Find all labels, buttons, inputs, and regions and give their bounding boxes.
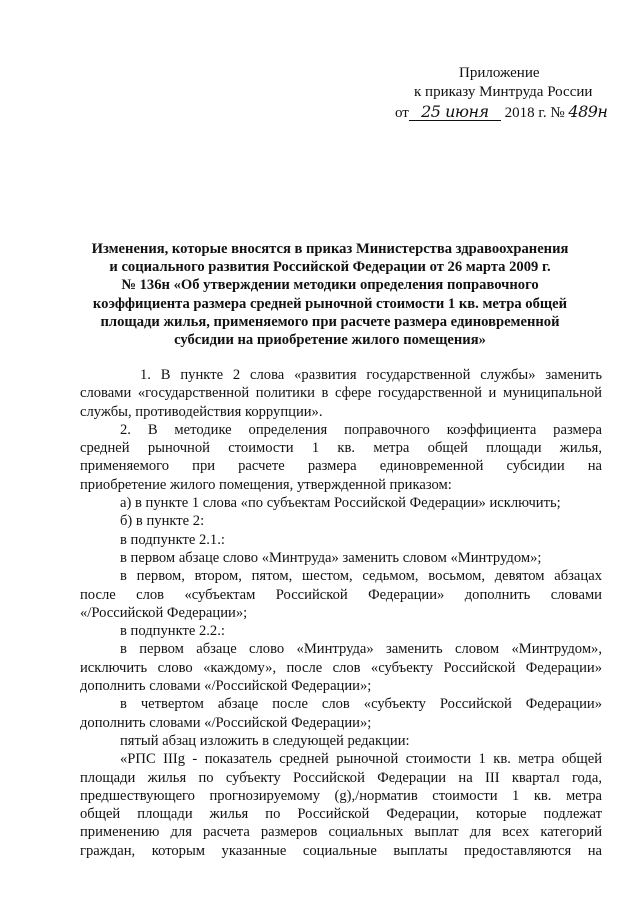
- body-line: дополнить словами «/Российской Федерации»;: [80, 714, 372, 731]
- body-line: а) в пункте 1 слова «по субъектам Российской Федерации» исключить;: [120, 495, 561, 512]
- body-line: б) в пункте 2:: [120, 513, 205, 530]
- body-line: применяемого при расчете размера единовременной субсидии на: [80, 458, 602, 475]
- body-line: в четвертом абзаце после слов «субъекту Российской Федерации»: [120, 696, 602, 713]
- body-line: в подпункте 2.2.:: [120, 623, 225, 640]
- handwritten-order-number: 489н: [568, 102, 608, 121]
- appendix-date-line: [395, 102, 625, 123]
- body-line: граждан, которым указанные социальные выплаты предоставляются на: [80, 842, 602, 859]
- body-line: в первом, втором, пятом, шестом, седьмом, восьмом, девятом абзацах: [120, 568, 602, 585]
- order-year: 2018 г. №: [504, 105, 565, 121]
- title-line: Изменения, которые вносятся в приказ Министерства здравоохранения: [91, 241, 569, 257]
- body-line: предшествующего прогнозируемому (g),/норматив стоимости 1 кв. метра: [80, 787, 602, 804]
- title-line: субсидии на приобретение жилого помещения»: [174, 332, 486, 349]
- document-body: [80, 366, 602, 860]
- body-line: приобретение жилого помещения, утвержденной приказом:: [80, 476, 452, 493]
- body-line: в первом абзаце слово «Минтруда» заменить словом «Минтрудом»,: [120, 641, 602, 658]
- body-line: пятый абзац изложить в следующей редакции:: [120, 732, 410, 749]
- appendix-header: [395, 64, 625, 123]
- body-line: «РПС IIIg - показатель средней рыночной стоимости 1 кв. метра общей: [120, 751, 602, 768]
- body-line: 1. В пункте 2 слова «развития государственной службы» заменить: [140, 367, 602, 383]
- body-line: средней рыночной стоимости 1 кв. метра общей площади жилья,: [80, 440, 602, 457]
- body-line: 2. В методике определения поправочного коэффициента размера: [120, 421, 602, 438]
- body-line: после слов «субъектам Российской Федерации» дополнить словами: [80, 586, 602, 603]
- body-line: применению для расчета размеров социальных выплат для всех категорий: [80, 824, 602, 841]
- body-line: общей площади жилья по Российской Федерации, которые подлежат: [80, 806, 602, 823]
- body-line: исключить слово «каждому», после слов «субъекту Российской Федерации»: [80, 659, 602, 676]
- title-line: и социального развития Российской Федерации от 26 марта 2009 г.: [109, 259, 551, 276]
- appendix-order-ref: к приказу Минтруда России: [414, 84, 593, 100]
- body-line: площади жилья по субъекту Российской Федерации на III квартал года,: [80, 769, 602, 786]
- body-line: «/Российской Федерации»;: [80, 604, 248, 621]
- title-line: коэффициента размера средней рыночной стоимости 1 кв. метра общей: [92, 295, 568, 312]
- title-line: площади жилья, применяемого при расчете размера единовременной: [100, 313, 560, 330]
- body-line: в первом абзаце слово «Минтруда» заменить словом «Минтрудом»;: [120, 549, 542, 566]
- document-title: [60, 240, 600, 349]
- body-line: словами «государственной политики в сфере государственной и муниципальной: [80, 385, 602, 402]
- date-prefix: от: [395, 105, 409, 121]
- appendix-title: Приложение: [459, 65, 540, 81]
- body-line: в подпункте 2.1.:: [120, 531, 225, 548]
- title-line: № 136н «Об утверждении методики определения поправочного: [121, 277, 539, 294]
- body-line: дополнить словами «/Российской Федерации»;: [80, 678, 372, 695]
- body-line: службы, противодействия коррупции».: [80, 403, 323, 420]
- handwritten-date: 25 июня: [409, 104, 501, 121]
